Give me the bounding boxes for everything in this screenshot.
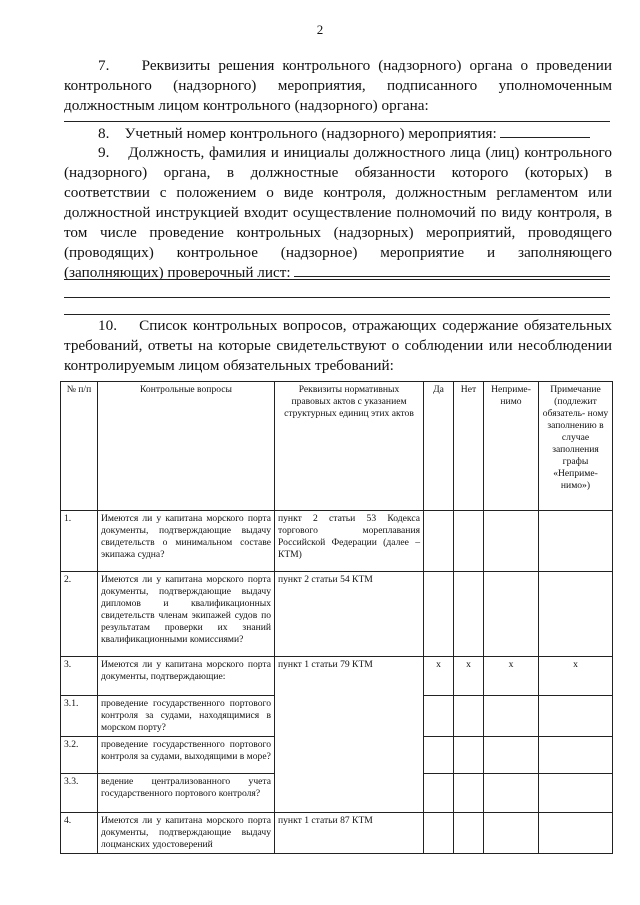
item-9 [64, 143, 612, 283]
cell-no-marked: x [454, 657, 484, 696]
table-row [61, 511, 613, 572]
header-no: Нет [454, 382, 484, 511]
row-question: проведение государственного портового контроля за судами, выходящими в море? [98, 737, 275, 774]
cell-no[interactable] [454, 737, 484, 774]
row-num: 4. [61, 813, 98, 854]
header-question: Контрольные вопросы [98, 382, 275, 511]
item-8-number: 8. [98, 125, 110, 142]
cell-yes[interactable] [424, 813, 454, 854]
fill-line-item-9-c [64, 314, 610, 315]
row-question: Имеются ли у капитана морского порта документы, подтверждающие выдачу лоцманских удостоверений [98, 813, 275, 854]
cell-na-marked: x [484, 657, 539, 696]
cell-note[interactable] [539, 511, 613, 572]
row-question: Имеются ли у капитана морского порта документы, подтверждающие выдачу дипломов и квалификационных свидетельств членам экипажей судов по результатам проверки их знаний квалификационными комиссиями? [98, 572, 275, 657]
header-na: Неприме- нимо [484, 382, 539, 511]
item-9-number: 9. [98, 144, 110, 161]
cell-yes[interactable] [424, 774, 454, 813]
cell-yes[interactable] [424, 737, 454, 774]
cell-na[interactable] [484, 813, 539, 854]
cell-note[interactable] [539, 813, 613, 854]
item-10 [64, 316, 612, 376]
row-question: ведение централизованного учета государственного портового контроля? [98, 774, 275, 813]
row-num: 1. [61, 511, 98, 572]
cell-no[interactable] [454, 813, 484, 854]
cell-note[interactable] [539, 572, 613, 657]
row-act: пункт 2 статьи 54 КТМ [275, 572, 424, 657]
cell-no[interactable] [454, 511, 484, 572]
header-acts: Реквизиты нормативных правовых актов с указанием структурных единиц этих актов [275, 382, 424, 511]
header-yes: Да [424, 382, 454, 511]
row-question: Имеются ли у капитана морского порта документы, подтверждающие выдачу свидетельств о минимальном составе экипажа судна? [98, 511, 275, 572]
cell-na[interactable] [484, 511, 539, 572]
cell-note[interactable] [539, 737, 613, 774]
page-number: 2 [316, 22, 324, 37]
cell-yes-marked: x [424, 657, 454, 696]
cell-note-marked: x [539, 657, 613, 696]
cell-no[interactable] [454, 572, 484, 657]
row-question: проведение государственного портового контроля за судами, находящимися в морском порту? [98, 696, 275, 737]
row-num: 3.2. [61, 737, 98, 774]
item-7-text: Реквизиты решения контрольного (надзорного) органа о проведении контрольного (надзорного) мероприятия, подписанного уполномоченным должностным лицом контрольного (надзорного) органа: [64, 57, 612, 114]
cell-na[interactable] [484, 572, 539, 657]
item-8 [64, 124, 612, 144]
table-row [61, 657, 613, 696]
item-10-text: Список контрольных вопросов, отражающих содержание обязательных требований, ответы на которые свидетельствуют о соблюдении или несоблюдении контролируемым лицом обязательных требований: [64, 317, 613, 374]
item-7-number: 7. [98, 57, 110, 74]
row-num: 3.3. [61, 774, 98, 813]
cell-no[interactable] [454, 774, 484, 813]
cell-no[interactable] [454, 696, 484, 737]
table-header-row [61, 382, 613, 511]
row-num: 3.1. [61, 696, 98, 737]
fill-line-item-7 [64, 121, 610, 122]
cell-yes[interactable] [424, 511, 454, 572]
row-num: 3. [61, 657, 98, 696]
cell-yes[interactable] [424, 696, 454, 737]
cell-na[interactable] [484, 774, 539, 813]
fill-line-item-9-b [64, 297, 610, 298]
cell-note[interactable] [539, 696, 613, 737]
fill-line-item-9-a [64, 279, 610, 280]
row-act: пункт 1 статьи 87 КТМ [275, 813, 424, 854]
cell-note[interactable] [539, 774, 613, 813]
fill-line-item-8 [500, 125, 590, 138]
header-note: Примечание (подлежит обязатель- ному заполнению в случае заполнения графы «Неприме- нимо») [539, 382, 613, 511]
checklist-table [60, 381, 613, 854]
row-question: Имеются ли у капитана морского порта документы, подтверждающие: [98, 657, 275, 696]
cell-na[interactable] [484, 696, 539, 737]
item-10-number: 10. [98, 317, 117, 334]
table-row [61, 813, 613, 854]
table-row [61, 572, 613, 657]
header-num: № п/п [61, 382, 98, 511]
cell-na[interactable] [484, 737, 539, 774]
item-9-text: Должность, фамилия и инициалы должностного лица (лиц) контрольного (надзорного) органа, в должностные обязанности которого (которых) в соответствии с положением о виде контроля, должностным регламентом или должностной инструкцией входит осуществление полномочий по виду контроля, в том числе проведение контрольных (надзорных) мероприятий, проводящего (проводящих) контрольное (надзорное) мероприятие и заполняющего (заполняющих) проверочный лист: [64, 144, 613, 281]
row-act: пункт 1 статьи 79 КТМ [275, 657, 424, 813]
row-act: пункт 2 статьи 53 Кодекса торгового мореплавания Российской Федерации (далее – КТМ) [275, 511, 424, 572]
cell-yes[interactable] [424, 572, 454, 657]
fill-line-item-9 [294, 264, 610, 277]
item-7 [64, 56, 612, 116]
item-8-text: Учетный номер контрольного (надзорного) мероприятия: [124, 125, 497, 142]
row-num: 2. [61, 572, 98, 657]
